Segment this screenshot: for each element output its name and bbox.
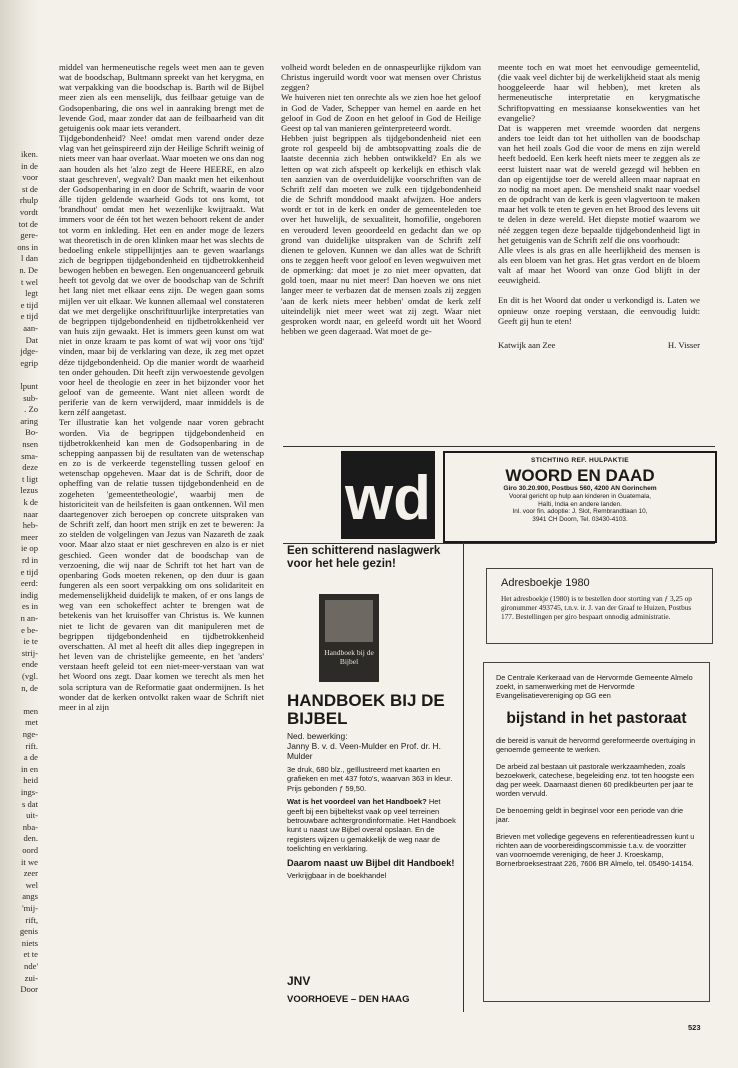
gutter-fragment: Bo- bbox=[25, 427, 38, 438]
paragraph: Dat is wapperen met vreemde woorden dat nergens anders toe leidt dan tot het uithollen van de boodschap van het heil zoals God die voor de mens en zijn wereld heeft bedoeld. Een kerk heeft niets meer te zeggen als ze eerst luistert naar wat de wereld gezegd wil hebben en dan op eigentijdse toer de wereld alleen maar napraat en zo nodig na moet apen. De mensheid snakt naar voedsel en de opdracht van de kerk is geen vlagvertoon te maken maar het volk te eten te geven en het Brood des levens uit te delen in deze wereld. Het diepste motief waarom we néé zeggen tegen deze bepaalde tijdgebondenheid ligt in het getuigenis van de Schrift zelf die ons voorhoudt: bbox=[498, 122, 700, 245]
wd-logo bbox=[341, 451, 435, 539]
gutter-fragment: rhulp bbox=[19, 195, 38, 206]
gutter-fragment: ende bbox=[21, 659, 38, 670]
gutter-fragment: niets bbox=[21, 937, 38, 948]
gutter-fragment: legt bbox=[25, 288, 38, 299]
handboek-order: Daarom naast uw Bijbel dit Handboek! bbox=[287, 857, 455, 868]
gutter-fragment: heid bbox=[23, 775, 38, 786]
gutter-fragment: egrip bbox=[20, 357, 38, 368]
gutter-fragment: in en bbox=[21, 763, 38, 774]
gutter-fragment: genis bbox=[19, 926, 38, 937]
wd-org: STICHTING REF. HULPAKTIE bbox=[531, 457, 629, 464]
gutter-fragment: jdge- bbox=[20, 346, 38, 357]
gutter-fragment: men bbox=[23, 705, 38, 716]
wd-line: Vooral gericht op hulp aan kinderen in Guatemala, bbox=[508, 493, 652, 500]
handboek-subtitle: Ned. bewerking: bbox=[287, 731, 348, 741]
pastoraat-paragraph: De arbeid zal bestaan uit pastorale werkzaamheden, zoals bezoekwerk, catechese, begeleiding enz. tot ten hoogste een dag per week. Daarnaast dienen 60 predikbeurten per jaar te worden vervuld. bbox=[496, 762, 694, 798]
gutter-fragment: 'mij- bbox=[22, 903, 38, 913]
gutter-fragment: strij- bbox=[21, 647, 38, 658]
gutter-fragment: tot de bbox=[18, 218, 38, 229]
paragraph: Alle vlees is als gras en alle heerlijkheid des mensen is als een bloem van het gras. Het gras verdort en de bloem valt af maar het Woord van onze God blijft in der eeuwigheid. bbox=[498, 244, 700, 286]
gutter-fragment: sma- bbox=[21, 450, 38, 461]
pastoraat-paragraph: die bereid is vanuit de hervormd gereformeerde overtuiging in genoemde gemeente te werken. bbox=[496, 736, 696, 754]
book-cover-title: Handboek bij de Bijbel bbox=[324, 648, 374, 666]
gutter-fragment: wel bbox=[25, 879, 38, 890]
gutter-fragment: ie op bbox=[21, 543, 38, 554]
wd-info-box bbox=[443, 451, 717, 543]
paragraph: En dit is het Woord dat onder u verkondigd is. Laten we opnieuw onze roeping verstaan, die eenvoudig luidt: Geeft gij hun te eten! bbox=[498, 295, 700, 326]
paragraph: Hebben juist begrippen als tijdgebondenheid niet een grote rol gespeeld bij de ambtsopvatting zoals die de laatste decennia zich hebben ontwikkeld? En als we letten op wat zich afspeelt op kerkelijk en ethisch vlak ten aanzien van de overduidelijke voorschriften van de Schrift zelf dan moeten we zulk een tijdgebondenheid die de Schrift monddood maakt afwijzen. Hoe anders wordt er tot in de kerk en onder de gemeenteleden toe over het huwelijk, de sexualiteit, homofilie, ongeboren en verouderd leven geoordeeld en gedacht dan we op grond van duidelijke uitspraken van de Schrift zelf dienen te geloven. Kunnen we dan alles wat de Schrift ons te zeggen heeft voor geloof en leven wegwuiven met de opmerking: dat moet je zo niet meer opvatten, dat gold toen, maar nu niet meer! Dan hoeven we ons niet langer meer te verbazen dat de mensen zoals zij zeggen 'aan de kerk niets meer hebben' omdat de kerk zelf uiteindelijk niet meer weet wat zij zegt. Waar niet gesproken wordt naar, en geleefd wordt uit het Woord hebben we geen dageraad. Wat moet de ge- bbox=[281, 133, 481, 337]
handboek-availability: Verkrijgbaar in de boekhandel bbox=[287, 871, 387, 881]
gutter-fragment: n an- bbox=[20, 613, 38, 623]
gutter-fragment: . Zo bbox=[24, 404, 38, 415]
gutter-fragment: aring bbox=[20, 415, 38, 426]
wd-logo-icon bbox=[341, 451, 435, 539]
publisher-name: VOORHOEVE – DEN HAAG bbox=[287, 994, 410, 1005]
handboek-question: Wat is het voordeel van het Handboek? bbox=[287, 797, 427, 807]
paragraph: volheid wordt beleden en de onnaspeurlijke rijkdom van Christus ingeruild wordt voor wat mensen over Christus zeggen? bbox=[281, 62, 481, 93]
gutter-fragment: naar bbox=[23, 508, 38, 519]
article-column-2 bbox=[281, 62, 481, 336]
gutter-fragment: es in bbox=[22, 601, 38, 612]
gutter-fragment: eerd: bbox=[20, 578, 38, 589]
gutter-fragment: voor bbox=[22, 172, 38, 183]
gutter-fragment: oord bbox=[22, 845, 38, 855]
gutter-fragment: angs bbox=[22, 891, 38, 902]
author-place: Katwijk aan Zee bbox=[498, 339, 556, 350]
handboek-faq bbox=[287, 797, 457, 853]
gutter-fragment: in de bbox=[21, 160, 38, 171]
gutter-fragment: nsen bbox=[22, 439, 38, 449]
gutter-fragment: nde' bbox=[24, 961, 38, 971]
gutter-fragment: meer bbox=[20, 531, 38, 542]
gutter-fragment: iken. bbox=[21, 149, 38, 159]
pastoraat-paragraph: De benoeming geldt in beginsel voor een periode van drie jaar. bbox=[496, 806, 684, 824]
gutter-fragment: aan- bbox=[23, 323, 38, 333]
divider bbox=[283, 446, 715, 447]
article-signature bbox=[498, 340, 700, 350]
pastoraat-paragraph: Brieven met volledige gegevens en referentieadressen kunt u richten aan de voorbereidingscommissie t.a.v. de voorzitter van voornoemde vereniging, de heer J. Kroeskamp, Bornerbroeksestraat 226, 7606 BR Almelo, tel. 05490-14154. bbox=[496, 832, 695, 868]
gutter-fragment: Door bbox=[20, 984, 38, 995]
paragraph: meente toch en wat moet het eenvoudige gemeentelid, (die vaak veel dichter bij de werkelijkheid staat als menig hooggeleerde haar wil hebben), met kreten als hermeneutische interpretatie en kerygmatische Schriftopvatting en messiaanse konsekwenties van het evangelie? bbox=[498, 62, 700, 123]
paragraph: middel van hermeneutische regels weet men aan te geven wat de boodschap, Bultmann spreekt van het kerygma, en wat verpakking van die boodschap is. Barth wil de Bijbel meer zien als een menselijk, dus feilbaar getuige van de Godsopenbaring, die ons wel in aanraking brengt met de levende God, maar zonder dat aan de feilbaarheid van dit getuigenis ook maar iets verandert. bbox=[59, 62, 264, 133]
gutter-fragment: rift. bbox=[25, 740, 38, 751]
wd-line: Haïti, India en andere landen. bbox=[538, 500, 622, 508]
gutter-fragment: et te bbox=[23, 949, 38, 960]
gutter-fragment: e tijd bbox=[20, 299, 38, 310]
gutter-fragment: deze bbox=[22, 462, 38, 473]
gutter-fragment: uit- bbox=[26, 810, 38, 821]
gutter-fragment: gere- bbox=[20, 230, 38, 241]
book-cover-photo bbox=[325, 600, 373, 642]
handboek-body bbox=[287, 731, 457, 885]
gutter-fragment: ons in bbox=[17, 241, 38, 252]
gutter-fragment: vordt bbox=[19, 207, 38, 217]
gutter-fragment: rift, bbox=[25, 914, 38, 925]
paragraph: We huiveren niet ten onrechte als we zien hoe het geloof in God de Vader, Schepper van hemel en aarde en het geloof in God de Zoon en het geloof in God de Heilige Geest op tal van manieren geïnterpreteerd wordt. bbox=[281, 92, 481, 133]
gutter-fragment: rd in bbox=[22, 555, 38, 565]
publisher-block bbox=[287, 974, 457, 1005]
gutter-fragment: n, de bbox=[21, 682, 38, 693]
gutter-fragment: ings- bbox=[20, 787, 38, 797]
gutter-fragment: den. bbox=[23, 833, 38, 844]
handboek-editors: Janny B. v. d. Veen-Mulder en Prof. dr. H. Mulder bbox=[287, 741, 441, 761]
handboek-title: HANDBOEK BIJ DE BIJBEL bbox=[287, 691, 445, 728]
gutter-fragment: zeer bbox=[23, 868, 38, 879]
gutter-fragment: met bbox=[25, 717, 38, 728]
gutter-fragment: ie te bbox=[23, 636, 38, 647]
gutter-fragment: e be- bbox=[21, 624, 38, 635]
wd-name: WOORD EN DAAD bbox=[505, 466, 655, 485]
pastoraat-intro: De Centrale Kerkeraad van de Hervormde Gemeente Almelo zoekt, in samenwerking met de Hervormde Evangelisatievereniging op GG een bbox=[496, 673, 693, 700]
gutter-fragment: lezus bbox=[20, 485, 38, 496]
wd-giro: Giro 30.20.900, Postbus 560, 4200 AN Gorinchem bbox=[503, 485, 657, 492]
ad-handboek bbox=[283, 542, 464, 1012]
wd-line: 3941 CH Doorn, Tel. 03430-4103. bbox=[532, 515, 628, 523]
gutter-fragment: nba- bbox=[22, 821, 38, 832]
gutter-fragment: l dan bbox=[21, 253, 38, 264]
handboek-headline: Een schitterend naslagwerk voor het hele gezin! bbox=[287, 544, 441, 571]
gutter-fragment: lpunt bbox=[20, 381, 38, 391]
jnv-logo: JNV bbox=[287, 974, 311, 988]
gutter-fragment: s dat bbox=[22, 798, 38, 809]
paragraph: Tijdgebondenheid? Nee! omdat men varend onder deze vlag van het geïnspireerd zijn der Heilige Schrift weinig of niets meer van haar overlaat. Waar moeten we ons dan nog aan houden als het 'alzo zegt de Heere HEERE, en alzo staat geschreven', wegvalt? Dan maakt men het eikenhout der Godsopenbaring in en door de Schrift, waarin de voor álle tijden geldende waarheid Gods tot ons komt, tot 'brandhout' omdat men het wezenlijke kwijtraakt. Wat immers voor de één tot het wezen behoort rekent de ander tot vorm en inkleding. Het een en ander moge de lezers wat theoretisch in de oren klinken maar het was slechts de bedoeling enkele stippellijntjes aan te geven waarlangs zich de begrippen tijdgebondenheid en tijdbetrokkenheid bewogen hebben en bewegen. Een ongenuanceerd gebruik heeft tot gevolg dat we over de boodschap van de Schrift het lang niet met elkaar eens zijn. De wegen gaan soms mijlen ver uit elkaar. We kunnen allemaal wel constateren dat we met dergelijke onschrifttuurlijke interpretaties van de begrippen tijdgebondenheid en tijdbetrokkenheid ver van huis zijn gewaakt. Het is immers geen kunst om wat niet in onze kraam te pas komt of wat wij voor ons 'tijd' vinden, maar bij de verklaring van deze, ik zeg met opzet déze tijdgebondenheid. Op die manier wordt de waarheid ten onder gehouden. Dit heeft zijn verwoestende gevolgen voor heel de theologie en zeer in het bijzonder voor het geloof van de gemeente. Want niet alleen wordt de periferie van de kern verwijderd, maar inmiddels is de kern zélf aangetast. bbox=[59, 133, 264, 418]
gutter-fragment: Dat bbox=[25, 334, 38, 345]
ad-woord-en-daad bbox=[283, 451, 715, 543]
handboek-answer: Het geeft bij een bijbeltekst vaak op veel terreinen betrouwbare achtergrondinformatie. Het Handboek kunt u naast uw Bijbel overal opslaan. En de registers wijzen u gemakkelijk de weg naar de toelichting en verklaring. bbox=[287, 797, 456, 854]
ad-pastoraat bbox=[483, 662, 710, 1002]
wd-line: Inl. voor fin. adoptie: J. Slot, Rembrandtlaan 10, bbox=[512, 508, 648, 516]
pastoraat-body bbox=[496, 736, 697, 868]
gutter-fragment: t wel bbox=[21, 276, 38, 287]
ad-adresboekje bbox=[486, 568, 713, 644]
page-number: 523 bbox=[688, 1023, 701, 1032]
gutter-fragment: st de bbox=[22, 183, 38, 194]
gutter-fragment: zui- bbox=[24, 972, 38, 983]
paragraph: Ter illustratie kan het volgende naar voren gebracht worden. Via de begrippen tijdgebondenheid en tijdbetrokkenheid kan men de Godsopenbaring in de schepping aanpassen bij de resultaten van de wetenschap en zo is de verkeerde tegenstelling tussen geloof en wetenschap opgeheven. Maar dat is de Schrift, door de opheffing van de relatie tussen tijdgebondenheid en de zogeheten 'gemeentetheologie', waarbij men de historiciteit van de heilsfeiten is gaan ontkennen. Wil men daartegenover zich beroepen op concrete uitspraken van de Schrift zelf, dan hoort men strijk en zet te beweren: Ja zo stelden de volgelingen van Jezus van Nazareth de zaak voor. Maar alzo staat er niet geschreven en alzo is er niet geschied. Geen wonder dat de boodschap van de verzoening, die wij naar de Schrift tot het hart van de openbaring Gods moeten rekenen, op den duur is gaan fungeren als een soort verpakking om ons solidariteit en medemenselijkheid duidelijk te maken, of er ons langs de weg van een schokeffect achter te brengen wat de betekenis van het kruisoffer van Christus is. We kunnen niet te licht de gevaren van dit manipuleren met de begrippen tijdgebondenheid en tijdbetrokkenheid overschatten. Al met al heeft dit alles diep ingegrepen in het leven van de christelijke gemeente, en het 'anders' verstaan heeft geleid tot een niet-meer-verstaan van wat het Woord ons zegt. Daar komen we terecht als men het sola scriptura van de Reformatie gaat ondermijnen. Is het wonder dat de kerken ontvolkt raken waar de Schrift niet meer in al zijn bbox=[59, 417, 264, 712]
gutter-fragment: t ligt bbox=[22, 473, 38, 484]
previous-page-edge bbox=[0, 0, 40, 1068]
author-name: H. Visser bbox=[667, 339, 700, 350]
gutter-fragment: k de bbox=[23, 497, 38, 507]
gutter-fragment: e tijd bbox=[20, 311, 38, 322]
gutter-fragment: e tijd bbox=[20, 566, 38, 577]
book-cover-image bbox=[319, 594, 379, 682]
gutter-fragment: a de bbox=[23, 752, 38, 763]
pastoraat-title: bijstand in het pastoraat bbox=[506, 710, 687, 727]
gutter-fragment: it we bbox=[21, 856, 38, 867]
gutter-fragment: n. De bbox=[19, 265, 38, 275]
adresboekje-body: Het adresboekje (1980) is te bestellen door storting van ƒ 3,25 op gironummer 493745, t.n.v. ir. J. van der Graaf te Huizen, Postbus 177. Bestellingen per giro bespaart onnodig administratie. bbox=[501, 594, 692, 621]
gutter-fragment: heb- bbox=[22, 520, 38, 531]
gutter-fragment: indig bbox=[20, 589, 38, 600]
gutter-fragment: sub- bbox=[23, 392, 38, 403]
gutter-fragment: (vgl. bbox=[22, 671, 38, 681]
gutter-fragment: nge- bbox=[22, 729, 38, 739]
article-column-1 bbox=[59, 62, 264, 712]
adresboekje-title: Adresboekje 1980 bbox=[501, 577, 590, 589]
article-column-3 bbox=[498, 62, 700, 350]
handboek-details: 3e druk, 680 blz., geïllustreerd met kaarten en grafieken en met 437 foto's, waarvan 363 in kleur. Prijs gebonden ƒ 59,50. bbox=[287, 765, 453, 793]
wd-logo-text: wd bbox=[344, 464, 432, 533]
